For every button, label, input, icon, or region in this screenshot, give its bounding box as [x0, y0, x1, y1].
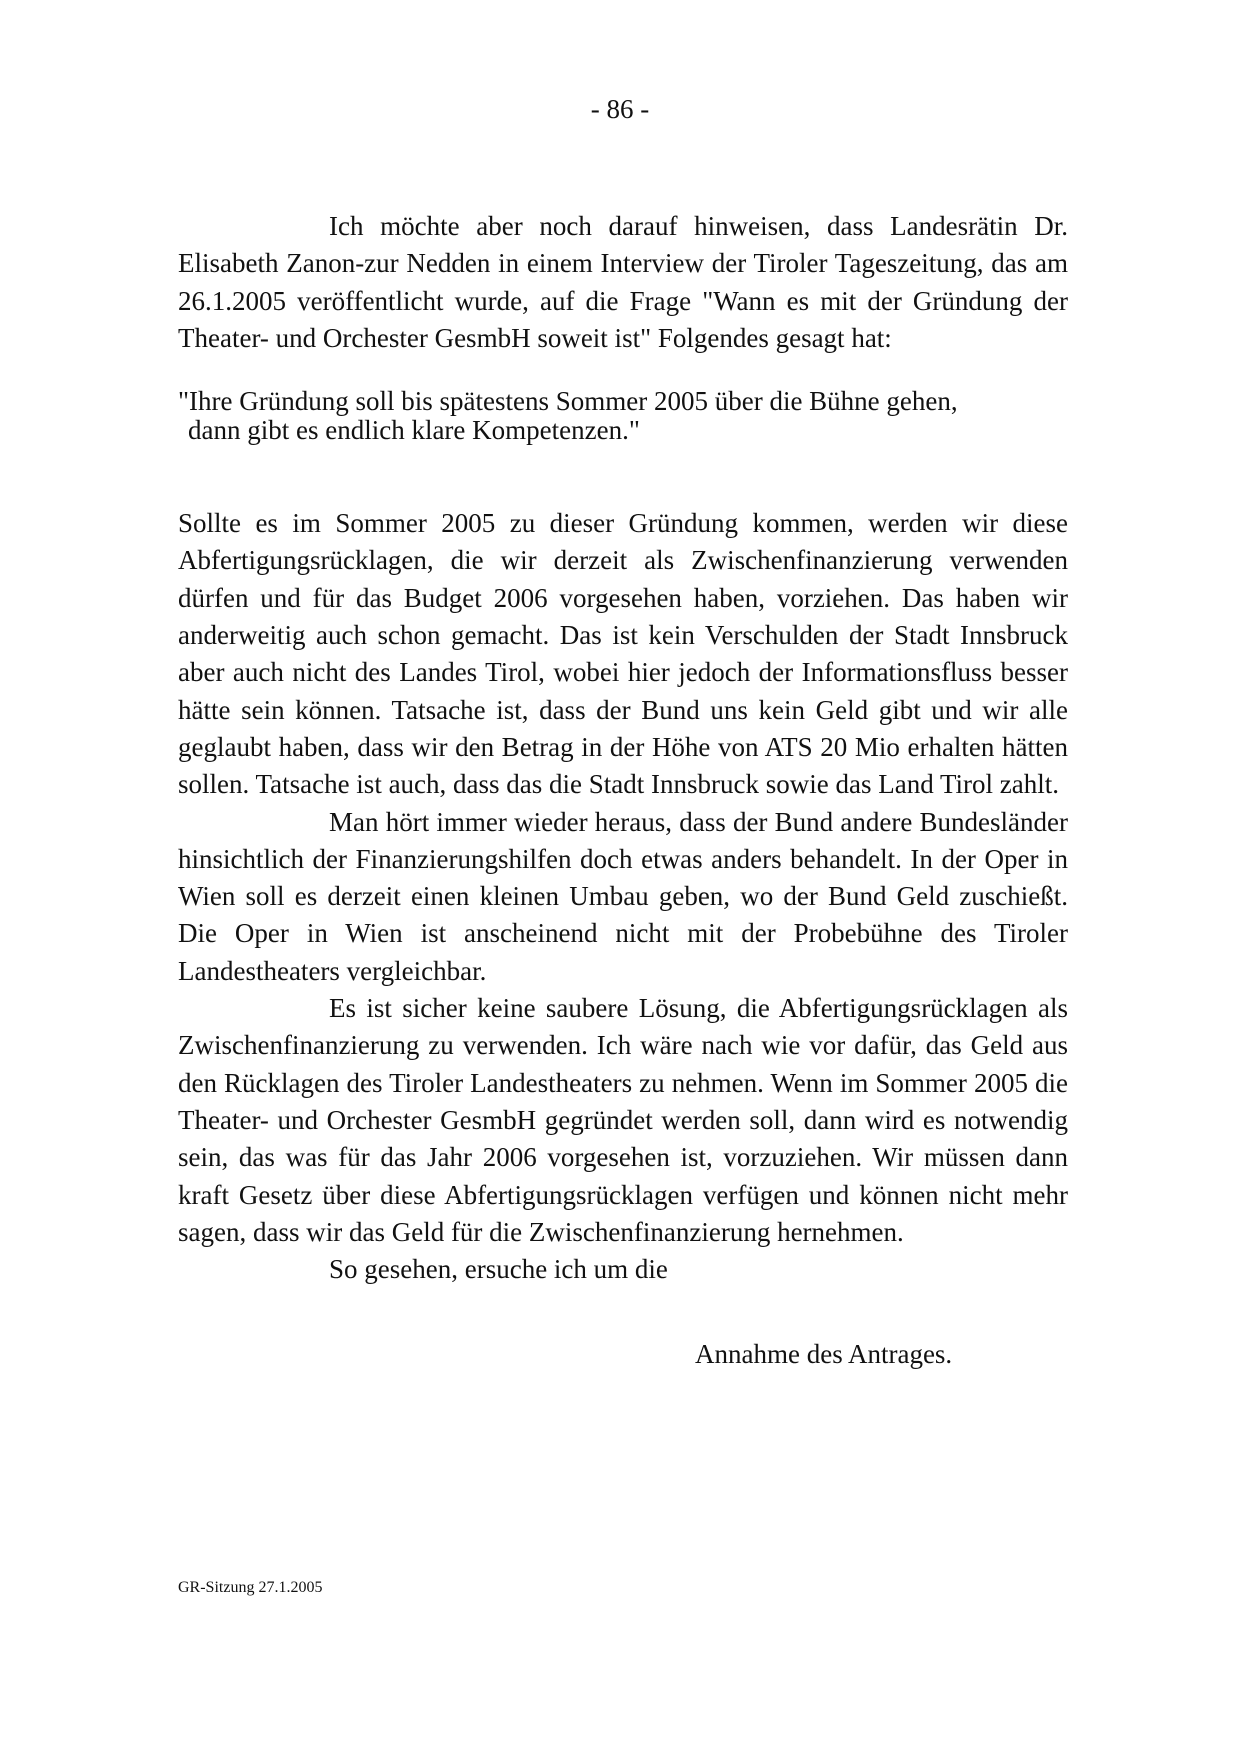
page-number: - 86 - [590, 94, 650, 124]
document-body [178, 208, 1068, 1374]
paragraph-ersuchen: So gesehen, ersuche ich um die [329, 1254, 668, 1285]
footer-session: GR-Sitzung 27.1.2005 [178, 1579, 323, 1596]
closing-line: Annahme des Antrages. [695, 1339, 953, 1370]
paragraph-loesung: Es ist sicher keine saubere Lösung, die Abfertigungsrücklagen als Zwischenfinanzierung zu verwenden. Ich wäre nach wie vor dafür, das Geld aus den Rücklagen des Tiroler Landestheaters zu nehmen. Wenn im Sommer 2005 die Theater- und Orchester GesmbH gegründet werden soll, dann wird es notwendig sein, das was für das Jahr 2006 vorgesehen ist, vorzuziehen. Wir müssen dann kraft Gesetz über diese Abfertigungsrücklagen verfügen und können nicht mehr sagen, dass wir das Geld für die Zwischenfinanzierung hernehmen. [178, 993, 1068, 1247]
quote-block [178, 387, 1068, 445]
paragraph-bund: Man hört immer wieder heraus, dass der Bund andere Bundesländer hinsichtlich der Finanzierungshilfen doch etwas anders behandelt. In der Oper in Wien soll es derzeit einen kleinen Umbau geben, wo der Bund Geld zuschießt. Die Oper in Wien ist anscheinend nicht mit der Probebühne des Tiroler Landestheaters vergleichbar. [178, 806, 1068, 986]
paragraph-abfertigung: Sollte es im Sommer 2005 zu dieser Gründung kommen, werden wir diese Abfertigungsrücklagen, die wir derzeit als Zwischenfinanzierung verwenden dürfen und für das Budget 2006 vorgesehen haben, vorziehen. Das haben wir anderweitig auch schon gemacht. Das ist kein Verschulden der Stadt Innsbruck aber auch nicht des Landes Tirol, wobei hier jedoch der Informationsfluss besser hätte sein können. Tatsache ist, dass der Bund uns kein Geld gibt und wir alle geglaubt haben, dass wir den Betrag in der Höhe von ATS 20 Mio erhalten hätten sollen. Tatsache ist auch, dass das die Stadt Innsbruck sowie das Land Tirol zahlt. [178, 508, 1068, 800]
paragraph-interview: Ich möchte aber noch darauf hinweisen, dass Landesrätin Dr. Elisabeth Zanon-zur Nedden in einem Interview der Tiroler Tageszeitung, das am 26.1.2005 veröffentlicht wurde, auf die Frage "Wann es mit der Gründung der Theater- und Orchester GesmbH soweit ist" Folgendes gesagt hat: [178, 211, 1068, 353]
quote-line-2: dann gibt es endlich klare Kompetenzen." [188, 415, 640, 446]
quote-line-1: "Ihre Gründung soll bis spätestens Sommer 2005 über die Bühne gehen, [178, 386, 958, 417]
